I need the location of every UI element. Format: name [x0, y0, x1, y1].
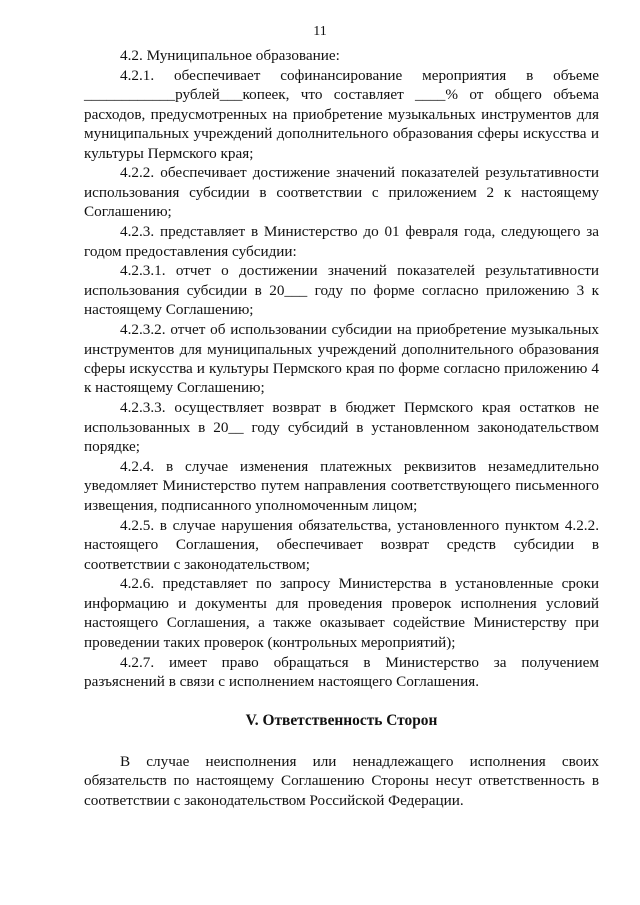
- page-number: 11: [313, 24, 327, 39]
- clause-4-2-3: 4.2.3. представляет в Министерство до 01 февраля года, следующего за годом предоставления субсидии:: [84, 223, 599, 260]
- clause-4-2-4: 4.2.4. в случае изменения платежных реквизитов незамедлительно уведомляет Министерство путем направления соответствующего письменного извещения, подписанного уполномоченным лицом;: [84, 458, 599, 514]
- clause-4-2-3-2: 4.2.3.2. отчет об использовании субсидии на приобретение музыкальных инструментов для муниципальных учреждений дополнительного образования сферы искусства и культуры Пермского края по форме согласно приложению 4 к настоящему Соглашению;: [84, 321, 599, 397]
- section-4-2-title: 4.2. Муниципальное образование:: [120, 47, 340, 64]
- clause-4-2-7: 4.2.7. имеет право обращаться в Министерство за получением разъяснений в связи с исполнением настоящего Соглашения.: [84, 653, 599, 690]
- clause-4-2-3-1: 4.2.3.1. отчет о достижении значений показателей результативности использования субсидии в 20___ году по форме согласно приложению 3 к настоящему Соглашению;: [84, 262, 599, 319]
- clause-4-2-1: 4.2.1. обеспечивает софинансирование мероприятия в объеме ____________рублей___копеек, что составляет ____% от общего объема расходов, предусмотренных на приобретение музыкальных инструментов для муниципальных учреждений дополнительного образования сферы искусства и культуры Пермского края;: [84, 66, 599, 162]
- clause-4-2-3-3: 4.2.3.3. осуществляет возврат в бюджет Пермского края остатков не использованных в 20__ году субсидий в установленном законодательством порядке;: [84, 399, 599, 456]
- document-body: [84, 46, 599, 810]
- section-5-heading: V. Ответственность Сторон: [245, 712, 438, 730]
- clause-4-2-6: 4.2.6. представляет по запросу Министерства в установленные сроки информацию и документы для проведения проверок исполнения условий настоящего Соглашения, а также оказывает содействие Министерству при проведении таких проверок (контрольных мероприятий);: [84, 575, 599, 651]
- section-5-text: В случае неисполнения или ненадлежащего исполнения своих обязательств по настоящему Соглашению Стороны несут ответственность в соответствии с законодательством Российской Федерации.: [84, 752, 599, 809]
- clause-4-2-2: 4.2.2. обеспечивает достижение значений показателей результативности использования субсидии в соответствии с приложением 2 к настоящему Соглашению;: [84, 164, 599, 221]
- clause-4-2-5: 4.2.5. в случае нарушения обязательства, установленного пунктом 4.2.2. настоящего Соглашения, обеспечивает возврат средств субсидии в соответствии с законодательством;: [84, 516, 599, 573]
